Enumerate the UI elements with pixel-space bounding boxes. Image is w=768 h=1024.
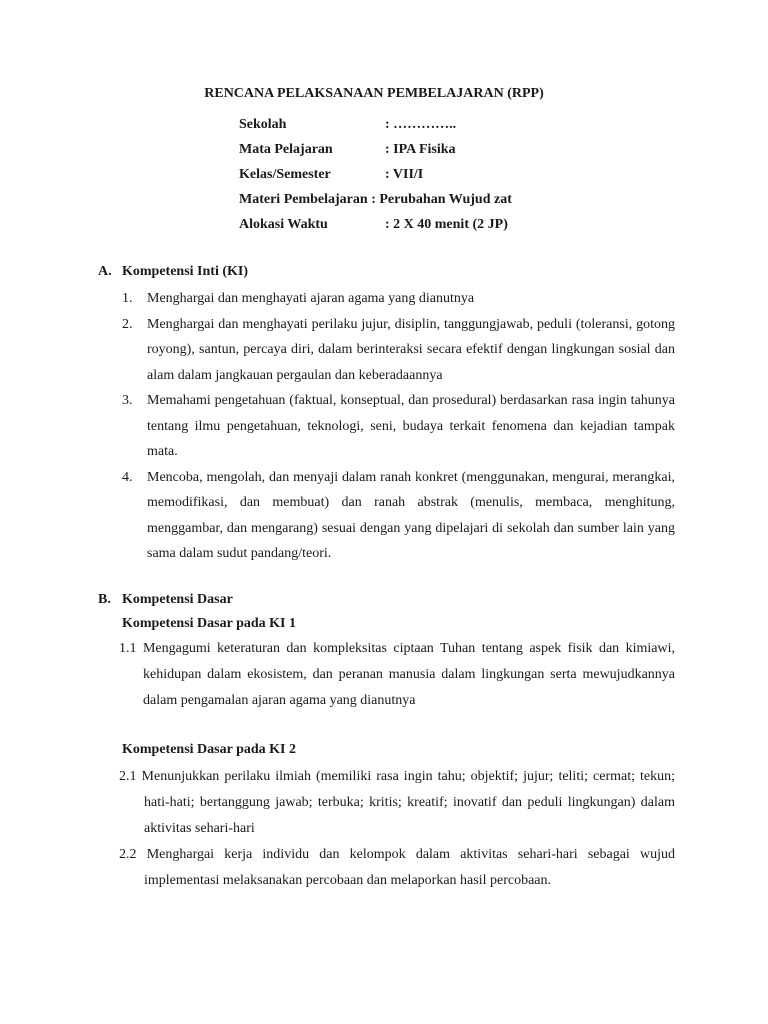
item-number: 2.1 — [119, 769, 137, 784]
ki-list — [122, 286, 675, 567]
meta-value: : Perubahan Wujud zat — [371, 192, 512, 207]
item-text: Menghargai kerja individu dan kelompok dalam aktivitas sehari-hari sebagai wujud implementasi melaksanakan percobaan dan melaporkan hasil percobaan. — [144, 847, 675, 888]
list-item — [119, 636, 675, 714]
item-text: Mencoba, mengolah, dan menyaji dalam ranah konkret (menggunakan, mengurai, merangkai, memodifikasi, dan membuat) dan ranah abstrak (menulis, membaca, menghitung, menggambar, dan mengarang) sesuai dengan yang dipelajari di sekolah dan sumber lain yang sama dalam sudut pandang/teori. — [147, 469, 675, 561]
item-number: 2. — [122, 316, 133, 332]
meta-value: : VII/I — [385, 167, 424, 182]
meta-row-mata-pelajaran — [239, 137, 512, 162]
meta-value: : 2 X 40 menit (2 JP) — [385, 217, 508, 232]
meta-label: Alokasi Waktu — [239, 217, 328, 232]
document-title: RENCANA PELAKSANAAN PEMBELAJARAN (RPP) — [204, 86, 544, 101]
list-item — [122, 312, 675, 389]
meta-label: Sekolah — [239, 117, 287, 132]
meta-label: Kelas/Semester — [239, 167, 331, 182]
item-number: 1. — [122, 291, 133, 306]
meta-value: : ………….. — [385, 117, 457, 132]
list-item — [119, 764, 675, 842]
section-letter: A. — [98, 264, 112, 279]
meta-row-sekolah — [239, 112, 512, 137]
item-text: Menghargai dan menghayati perilaku jujur, disiplin, tanggungjawab, peduli (toleransi, gotong royong), santun, percaya diri, dalam berinteraksi secara efektif dengan lingkungan sosial dan alam dalam jangkauan pergaulan dan keberadaannya — [147, 316, 675, 383]
meta-row-alokasi-waktu — [239, 212, 512, 237]
item-number: 1.1 — [119, 641, 137, 656]
item-text: Mengagumi keteraturan dan kompleksitas ciptaan Tuhan tentang aspek fisik dan kimiawi, kehidupan dalam ekosistem, dan peranan manusia dalam lingkungan serta mewujudkannya dalam pengamalan ajaran agama yang dianutnya — [142, 641, 675, 708]
list-item — [122, 465, 675, 567]
ki2-list — [119, 764, 675, 894]
item-number: 3. — [122, 393, 133, 408]
item-text: Memahami pengetahuan (faktual, konseptual, dan prosedural) berdasarkan rasa ingin tahunya tentang ilmu pengetahuan, teknologi, seni, budaya terkait fenomena dan kejadian tampak mata. — [147, 393, 675, 459]
meta-table — [239, 112, 512, 237]
item-text: Menunjukkan perilaku ilmiah (memiliki rasa ingin tahu; objektif; jujur; teliti; cermat; tekun; hati-hati; bertanggung jawab; terbuka; kritis; kreatif; inovatif dan peduli lingkungan) dalam aktivitas sehari-hari — [141, 769, 676, 836]
meta-row-materi — [239, 187, 512, 212]
list-item — [119, 842, 675, 894]
ki1-subheading: Kompetensi Dasar pada KI 1 — [122, 616, 296, 631]
meta-row-kelas-semester — [239, 162, 512, 187]
meta-label: Materi Pembelajaran — [239, 192, 368, 207]
list-item — [122, 286, 675, 312]
ki1-list — [119, 636, 675, 714]
meta-label: Mata Pelajaran — [239, 142, 333, 157]
item-number: 4. — [122, 469, 133, 485]
section-title: Kompetensi Inti (KI) — [122, 264, 248, 279]
item-number: 2.2 — [119, 847, 137, 862]
list-item — [122, 388, 675, 465]
ki2-subheading: Kompetensi Dasar pada KI 2 — [122, 742, 296, 757]
section-title: Kompetensi Dasar — [122, 592, 233, 607]
meta-value: : IPA Fisika — [385, 142, 456, 157]
section-a-heading — [98, 264, 248, 280]
section-b-heading — [98, 592, 233, 608]
item-text: Menghargai dan menghayati ajaran agama yang dianutnya — [147, 291, 475, 306]
section-letter: B. — [98, 592, 111, 607]
